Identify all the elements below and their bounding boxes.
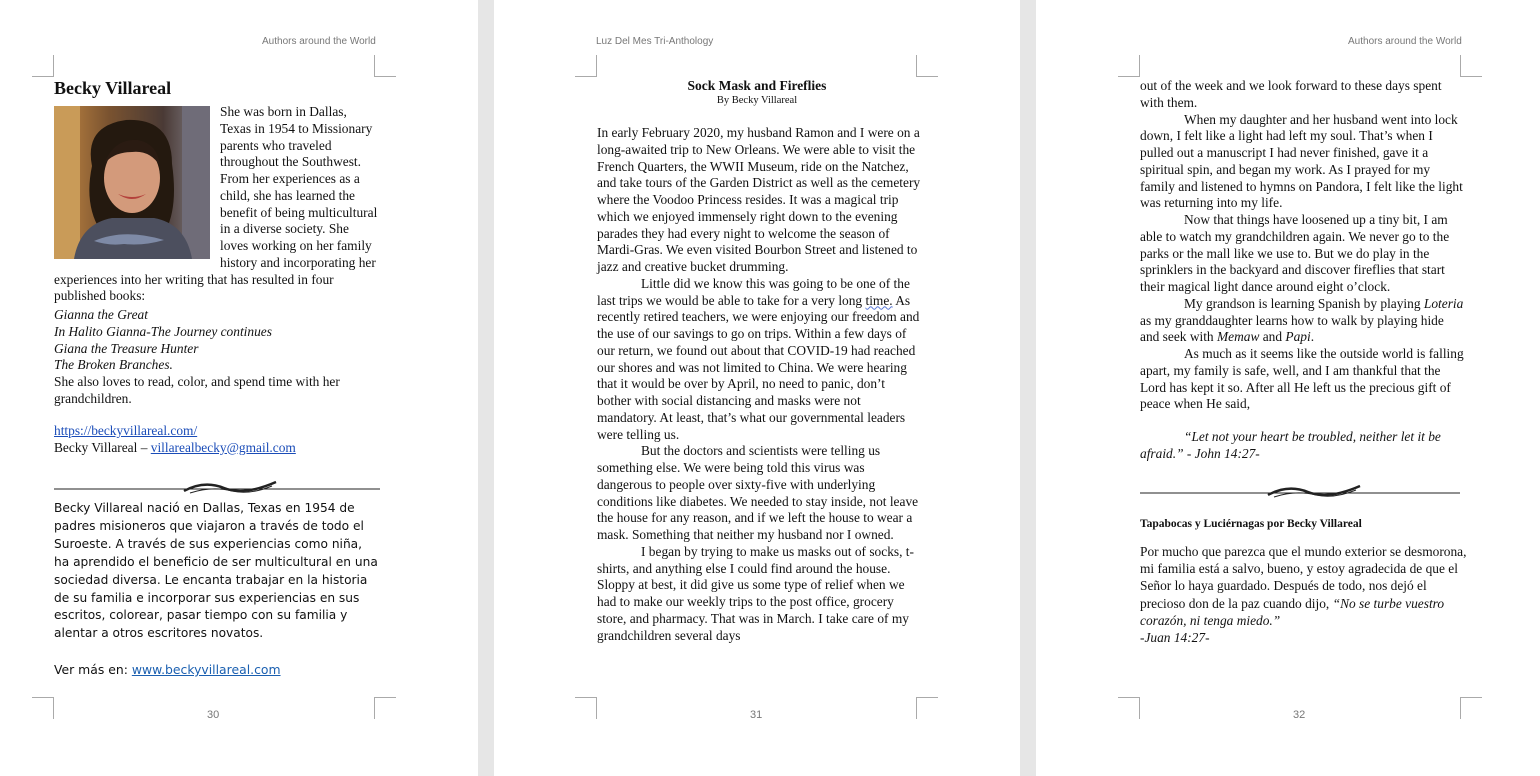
crop-mark [374, 697, 396, 719]
paragraph: Now that things have loosened up a tiny bit, I am able to watch my grandchildren again. We never go to the parks or the mall like we use to. But we do play in the sprinklers in the backyard and discover fireflies that start their magical light dance around eight o’clock. [1140, 212, 1450, 294]
paragraph: Little did we know this was going to be one of the last trips we would be able to take for a very long time. As recently retired teachers, we were enjoying our freedom and the use of our savings to go on trips. Within a few days of our return, we found out about that COVID-19 had reached our shores and was not limited to China. We were hearing that it would be over by April, no need to panic, don’t bother with social distancing and masks were not mandatory. At least, that’s what our governmental leaders were telling us. [597, 275, 920, 442]
spelling-flag[interactable]: time. [865, 292, 893, 308]
story-continued [1140, 78, 1464, 413]
spanish-bio: Becky Villareal nació en Dallas, Texas en 1954 de padres misioneros que viajaron a través de todo el Suroeste. A través de sus experiencias como niña, ha aprendido el beneficio de ser multicultural en una sociedad diversa. Le encanta trabajar en la historia de su familia e incorporar sus experiencias en sus escritos, colorear, pasar tiempo con su familia y alentar a otros escritores novatos. [54, 501, 378, 641]
book-title: In Halito Gianna-The Journey continues [54, 323, 272, 339]
scripture-quote: “Let not your heart be troubled, neither let it be afraid.” - John 14:27- [1140, 429, 1441, 461]
page-number: 31 [750, 709, 763, 721]
paragraph: My grandson is learning Spanish by playing Loteria as my granddaughter learns how to walk by playing hide and seek with Memaw and Papi. [1140, 295, 1464, 345]
spanish-ref: -Juan 14:27- [1140, 630, 1210, 646]
author-bio [54, 104, 380, 408]
see-more-link[interactable]: www.beckyvillareal.com [131, 662, 281, 677]
crop-mark [32, 55, 54, 77]
crop-mark [1460, 697, 1482, 719]
paragraph: out of the week and we look forward to these days spent with them. [1140, 78, 1442, 110]
book-title: The Broken Branches. [54, 357, 173, 373]
page-number: 30 [207, 709, 220, 721]
crop-mark [32, 697, 54, 719]
page-32 [1036, 0, 1540, 776]
running-head: Luz Del Mes Tri-Anthology [596, 36, 714, 47]
paragraph: I began by trying to make us masks out of socks, t-shirts, and anything else I could find around the house. Sloppy at best, it did give us some type of relief when we had to make our weekly trips to the post office, grocery store, and pharmacy. That was in March. I take care of my grandchildren several days [597, 543, 914, 643]
crop-mark [1118, 697, 1140, 719]
bio-closing: She also loves to read, color, and spend time with her grandchildren. [54, 374, 340, 406]
page-31 [494, 0, 1020, 776]
see-more-label: Ver más en: [54, 662, 132, 677]
book-title: Giana the Treasure Hunter [54, 340, 199, 356]
page-30 [0, 0, 478, 776]
running-head: Authors around the World [1348, 36, 1462, 47]
running-head: Authors around the World [262, 36, 376, 47]
paragraph: As much as it seems like the outside world is falling apart, my family is safe, well, and I am thankful that the Lord has kept it so. After all He left us the precious gift of peace when He said, [1140, 346, 1464, 412]
contact-name: Becky Villareal – [54, 439, 151, 455]
crop-mark [1460, 55, 1482, 77]
spanish-quote: “No se turbe vuestro corazón, ni tenga miedo.” [1140, 595, 1445, 628]
see-more [54, 662, 281, 677]
crop-mark [374, 55, 396, 77]
crop-mark [575, 55, 597, 77]
contact-block [54, 423, 394, 457]
ornament-divider [1140, 482, 1460, 504]
crop-mark [916, 697, 938, 719]
ornament-divider [54, 478, 380, 500]
crop-mark [1118, 55, 1140, 77]
story-body [597, 125, 921, 644]
crop-mark [575, 697, 597, 719]
paragraph: In early February 2020, my husband Ramon and I were on a long-awaited trip to New Orleans. We were able to visit the French Quarters, the WWII Museum, ride on the Natchez, and take tours of the Garden District as well as the cemetery where the Voodoo Princess resides. It was a magical trip which we enjoyed immensely right down to the evening parades they had every night to welcome the season of Mardi-Gras. We even visited Bourbon Street and listened to jazz and creative bucket drumming. [597, 125, 921, 274]
book-title: Gianna the Great [54, 307, 148, 322]
email-link[interactable]: villarealbecky@gmail.com [150, 439, 296, 455]
book-list [54, 307, 380, 374]
story-title: Sock Mask and Fireflies [687, 78, 827, 93]
website-link[interactable]: https://beckyvillareal.com/ [54, 423, 198, 438]
paragraph: When my daughter and her husband went into lock down, I felt like a light had left my soul. That’s when I pulled out a manuscript I had never finished, gave it a spiritual spin, and began my work. As I prayed for my family and listened to hymns on Pandora, I felt like the light was returning into my life. [1140, 111, 1463, 211]
story-byline: By Becky Villareal [716, 95, 798, 106]
page-number: 32 [1293, 709, 1306, 721]
author-name: Becky Villareal [54, 78, 172, 98]
crop-mark [916, 55, 938, 77]
bio-paragraph: She was born in Dallas, Texas in 1954 to Missionary parents who traveled throughout the Southwest. From her experiences as a child, she has learned the benefit of being multicultural in a diverse society. She loves working on her family history and incorporating her experiences into her writing that has resulted in four published books: [54, 104, 378, 304]
paragraph: But the doctors and scientists were telling us something else. We were being told this virus was dangerous to people over sixty-five with underlying conditions like diabetes. We needed to stay inside, not leave the house for any reason, and if we left the house to wear a mask. Something that neither my husband nor I owned. [597, 443, 919, 542]
spanish-body: Por mucho que parezca que el mundo exterior se desmorona, mi familia está a salvo, bueno, y estoy agradecida de que el Señor lo haya guardado. Después de todo, nos dejó el precioso don de la paz cuando dijo, “No se turbe vuestro corazón, ni tenga miedo.” -Juan 14:27- [1140, 544, 1467, 646]
spanish-title: Tapabocas y Luciérnagas por Becky Villareal [1140, 518, 1362, 530]
